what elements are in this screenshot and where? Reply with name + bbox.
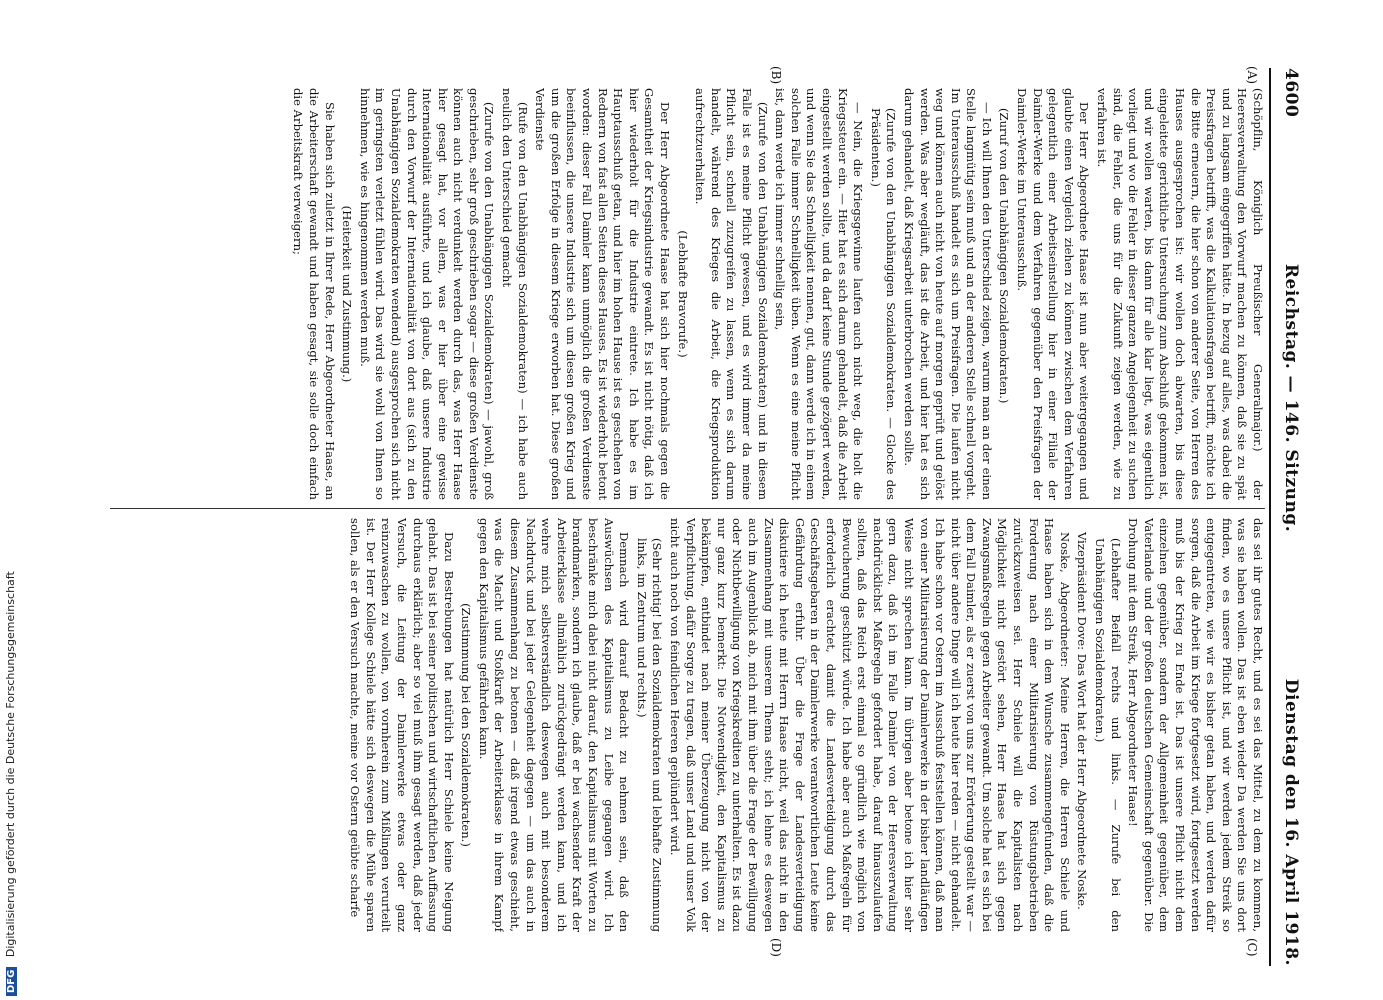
- paragraph: Sie haben sich zuletzt in Ihrer Rede, Herr Abgeordneter Haase, an die Arbeiterschaft gewandt und haben gesagt, sie solle doch einfach die Arbeitskraft verweigern;: [291, 88, 337, 500]
- paragraph: Dazu Bestrebungen hat natürlich Herr Schiele keine Neigung gehabt. Das ist bei seiner politischen und wirtschaftlichen Auffassung durchaus erklärlich; aber so viel muß ihm gesagt werden, daß jeder Versuch, die Leitung der Daimlerwerke etwas oder ganz reinzuwaschen zu wollen, von vornherein zum Mißlingen verurteilt ist. Der Herr Kollege Schiele hätte sich deswegen die Mühe sparen sollen, als er den Versuch machte, meine vor Ostern geübte scharfe: [348, 518, 456, 932]
- interjection: (Lebhafte Bravorufe.): [675, 230, 690, 358]
- header-rule: [1269, 68, 1271, 966]
- margin-mark-b: (B): [769, 66, 783, 85]
- interjection: (Sehr richtig! bei den Sozialdemokraten und lebhafte Zustimmung links, im Zentrum und rechts.): [634, 538, 665, 932]
- paragraph: Der Herr Abgeordnete Haase hat sich hier nochmals gegen die Gesamtheit der Kriegsindustrie gewandt. Es ist nicht nötig, daß ich hier wiederholt für die Industrie eintrete. Ich habe es im Hauptausschuß getan, und hier im hohen Hause ist es geschehen von Rednern von fast allen Seiten dieses Hauses. Es ist wiederholt betont worden: dieser Fall Daimler kann unmöglich die großen Verdienste beeinflussen, die unsere Industrie sich um diesen großen Krieg und um die großen Erfolge in diesem Kriege erworben hat. Diese großen Verdienste: [533, 88, 673, 500]
- margin-mark-a: (A): [1245, 66, 1259, 85]
- interjection: (Zuruf von den Unabhängigen Sozialdemokraten.): [997, 108, 1012, 404]
- paragraph: (Rufe von den Unabhängigen Sozialdemokraten) — ich habe auch neulich den Unterschied gemacht: [500, 88, 530, 500]
- paragraph: Noske, Abgeordneter: Meine Herren, die Herren Schiele und Haase haben sich in dem Wunsche zusammengefunden, daß die Forderung nach einer Militarisierung von Rüstungsbetrieben zurückzuweisen sei. Herr Schiele will die Kapitalisten nach Möglichkeit nicht gestört sehen, Herr Haase hat sich gegen Zwangsmaßregeln gegen Arbeiter gewandt. Um solche hat es sich bei dem Fall Daimler, als er zuerst von uns zur Erörterung gestellt war — nicht über andere Dinge will ich heute hier reden — nicht gehandelt. Ich habe schon vor Ostern im Ausschuß feststellen können, daß man von einer Militarisierung der Daimlerwerke in der bisher landläufigen Weise nicht sprechen kann. Im übrigen aber betone ich hier sehr gern dazu, daß ich im Falle Daimler von der Heeresverwaltung nachdrücklichst Maßregeln gefordert habe, darauf hinauszulaufen sollten, daß das Reich erst einmal so gründlich wie möglich von Bewucherung geschützt würde. Ich habe aber auch Maßregeln für erforderlich erachtet, damit die Landesverteidigung durch das Geschäftsgebaren in der Daimlerwerke verantwortlichen Leute keine Gefährdung erfuhr. Über die Frage der Landesverteidigung diskutiere ich heute mit Herrn Haase nicht, weil das nicht in den Zusammenhang mit unserem Thema steht; ich lehne es deswegen auch im Augenblick ab, mich mit ihm über die Frage der Bewilligung oder Nichtbewilligung von Kriegskrediten zu unterhalten. Es ist dazu nur ganz kurz bemerkt: Die Notwendigkeit, den Kapitalismus zu bekämpfen, entbindet nach meiner Überzeugung nicht von der Verpflichtung, dafür Sorge zu tragen, daß unser Land und unser Volk nicht auch noch von feindlichen Heeren geplündert wird.: [668, 518, 1072, 932]
- paragraph: — Nein, die Kriegsgewinne laufen auch nicht weg, die holt die Kriegssteuer ein. — Hier hat es sich darum gehandelt, daß die Arbeit eingestellt werden sollte, und da darf keine Stunde gezögert werden, und wenn Sie das Schnelligkeit nennen, gut, dann werde ich in einem solchen Falle immer Schnelligkeit üben. Wenn es eine meine Pflicht ist, dann werde ich immer schnellig sein,: [773, 88, 866, 500]
- paragraph: — Ich will Ihnen den Unterschied zeigen, warum man an der einen Stelle langmütig sein muß und an der anderen Stelle schnell vorgeht. Im Unterausschuß handelt es sich um Preisfragen. Die laufen nicht weg und können auch nicht von heute auf morgen geprüft und gelöst werden. Was aber wegläuft, das ist die Arbeit, und hier hat es sich darum gehandelt, daß Kriegsarbeit unterbrochen werden sollte.: [901, 88, 994, 500]
- interjection: (Zurufe von den Unabhängigen Sozialdemokraten. — Glocke des Präsidenten.): [868, 108, 899, 500]
- digitization-footer: [4, 6, 18, 996]
- right-text-column: [110, 518, 1265, 932]
- interjection: (Heiterkeit und Zustimmung.): [340, 205, 355, 383]
- paragraph: Vizepräsident Dove: Das Wort hat der Herr Abgeordnete Noske.: [1075, 532, 1090, 910]
- paragraph: Demnach wird darauf Bedacht zu nehmen sein, daß den Auswüchsen des Kapitalismus zu Leibe gegangen wird. Ich beschränke mich dabei nicht darauf, den Kapitalismus mit Worten zu brandmarken, sondern ich glaube, daß er bei wachsender Kraft der Arbeiterklasse allmählich zurückgedrängt werden kann, und ich wehre mich selbstverständlich deswegen auch mit besonderem Nachdruck und bei jeder Gelegenheit dagegen — um das auch in diesem Zusammenhang zu betonen — daß irgend etwas geschieht, was die Macht und Stoßkraft der Arbeiterklasse in ihrem Kampf gegen den Kapitalismus gefährden kann.: [476, 518, 632, 932]
- header-title: Reichstag. — 146. Sitzung.: [1281, 263, 1301, 533]
- paragraph: Der Herr Abgeordnete Haase ist nun aber weitergegangen und glaubte einen Vergleich ziehen zu können zwischen dem Verfahren gelegentlich einer Arbeitseinstellung hier in einer Filiale der Daimler-Werke und dem Verfahren gegenüber den Preisfragen der Daimler-Werke im Unterausschuß.: [1015, 88, 1092, 500]
- dfg-logo: DFG: [6, 967, 17, 996]
- header-date: Dienstag den 16. April 1918.: [1281, 678, 1301, 966]
- paragraph: das sei ihr gutes Recht, und es sei das Mittel, zu dem zu kommen, was sie haben wollen. Das ist eben wieder Da werden Sie uns dort finden, wo es unsere Pflicht ist, und wir werden jedem Streik so entgegentreten, wie wir es bisher getan haben, und werden dafür sorgen, daß die Arbeit im Kriege fortgesetzt wird, fortgesetzt werden muß bis der Krieg zu Ende ist. Das ist unsere Pflicht nicht dem einzelnen gegenüber, sondern der Allgemeinheit gegenüber, dem Vaterlande und der großen deutschen Gemeinschaft gegenüber. Die Drohung mit dem Streik, Herr Abgeordneter Haase!: [1126, 518, 1265, 932]
- paragraph: (Zurufe von den Unabhängigen Sozialdemokraten) und in diesem Falle ist es meine Pflicht gewesen, und es wird immer da meine Pflicht sein, schnell zuzugreifen zu lassen, wenn es sich darum handelt, während des Krieges die Arbeit, die Kriegsproduktion aufrechtzuerhalten.: [693, 88, 770, 500]
- page-number: 4600: [1281, 68, 1301, 118]
- footer-text: Digitalisierung gefördert durch die Deutsche Forschungsgemeinschaft: [4, 571, 17, 958]
- column-divider: [110, 508, 1265, 509]
- paragraph: (Zurufe von den Unabhängigen Sozialdemokraten) — jawohl, groß geschrieben, sehr groß geschrieben sogar — diese großen Verdienste können auch nicht verdunkelt werden durch das, was Herr Haase hier gesagt hat, vor allem, was er hier über eine gewisse Internationalität ausführte, und ich glaube, daß unsere Industrie durch den Vorwurf der Internationalität von dort aus (sich zu den Unabhängigen Sozialdemokraten wendend) ausgesprochen sich nicht im geringsten verletzt fühlen wird. Das wird sie wohl von Ihnen so hinnehmen, wie es hingenommen werden muß.: [357, 88, 497, 500]
- left-text-column: [110, 88, 1265, 500]
- interjection: (Zustimmung bei den Sozialdemokraten.): [459, 603, 474, 847]
- paragraph: (Schöpflin, Königlich Preußischer Generalmajor.) der Heeresverwaltung den Vorwurf machen zu können, daß sie zu spät und zu langsam eingegriffen hätte. In bezug auf alles, was dabei die Preissfragen betrifft, was die Kalkulationsfragen betrifft, möchte ich die Bitte erneuern, die hier schon von anderer Seite, von Herren des Hauses ausgesprochen ist: wir wollen doch abwarten, bis diese eingeleitete gerichtliche Untersuchung zum Abschluß gekommen ist, und wir wollen warten, bis dann für alle klar liegt, was eigentlich vorliegt und wo die Fehler in dieser ganzen Angelegenheit zu suchen sind, die Fehler, die uns für die Zukunft zeigen werden, wie zu verfahren ist.: [1095, 88, 1265, 500]
- page-header: [1273, 68, 1301, 966]
- margin-mark-c: (C): [1245, 938, 1259, 957]
- margin-mark-d: (D): [769, 938, 783, 957]
- interjection: (Lebhafter Beifall rechts und links. — Zurufe bei den Unabhängigen Sozialdemokraten.): [1093, 538, 1123, 932]
